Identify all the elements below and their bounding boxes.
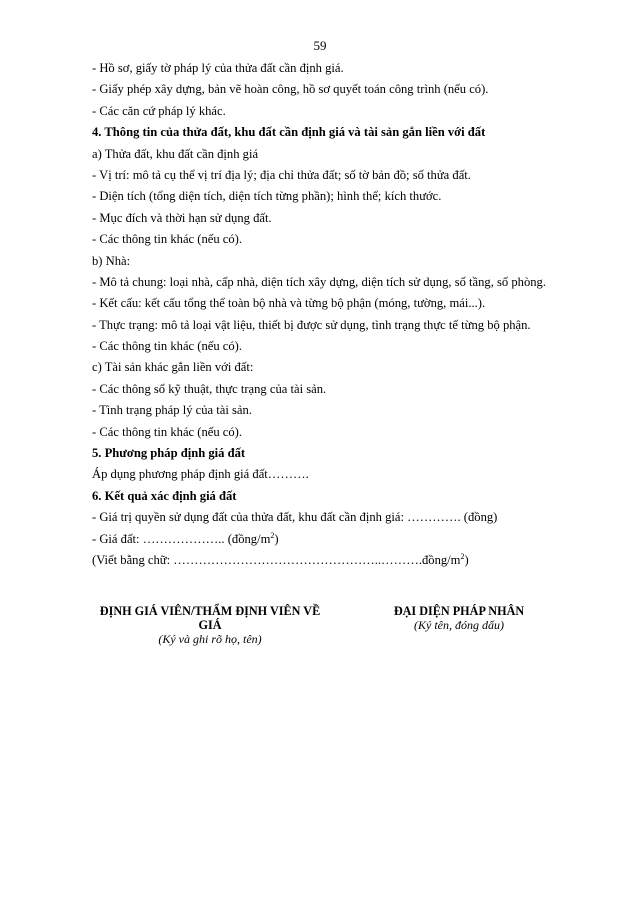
legal-representative-note: (Ký tên, đóng dấu) <box>414 618 504 632</box>
subsection-a-land: a) Thửa đất, khu đất cần định giá <box>92 146 259 161</box>
list-item-other-info-house: - Các thông tin khác (nếu có). <box>92 339 243 354</box>
list-item-land-legal-docs: - Hồ sơ, giấy tờ pháp lý của thửa đất cần định giá. <box>92 61 344 75</box>
subsection-c-other-assets: c) Tài sản khác gắn liền với đất: <box>92 360 254 375</box>
price-in-words-close: ) <box>464 552 469 567</box>
price-in-words-line <box>92 550 592 571</box>
legal-representative-title: ĐẠI DIỆN PHÁP NHÂN <box>393 604 525 618</box>
list-item-building-permit: - Giấy phép xây dựng, bản vẽ hoàn công, hồ sơ quyết toán công trình (nếu có). <box>92 82 489 97</box>
land-use-right-value: - Giá trị quyền sử dụng đất của thửa đất, khu đất cần định giá: …………. (đồng) <box>92 510 498 525</box>
section-heading-6: 6. Kết quả xác định giá đất <box>92 488 237 503</box>
list-item-other-info-land: - Các thông tin khác (nếu có). <box>92 232 243 247</box>
land-price-text: - Giá đất: ……………….. (đồng/m <box>92 531 271 546</box>
section-heading-5: 5. Phương pháp định giá đất <box>92 446 246 461</box>
signature-valuer <box>80 604 340 647</box>
page-number: 59 <box>313 38 327 53</box>
list-item-structure: - Kết cấu: kết cấu tổng thể toàn bộ nhà và từng bộ phận (móng, tường, mái...). <box>92 296 486 311</box>
price-in-words-superscript: 2 <box>460 551 465 561</box>
list-item-current-condition: - Thực trạng: mô tả loại vật liệu, thiết bị được sử dụng, tình trạng thực tế từng bộ phận. <box>92 317 531 332</box>
valuer-title-line1: ĐỊNH GIÁ VIÊN/THẨM ĐỊNH VIÊN VỀ <box>99 604 321 618</box>
section-heading-4: 4. Thông tin của thửa đất, khu đất cần định giá và tài sản gắn liền với đất <box>92 125 486 140</box>
document-body <box>92 58 592 571</box>
price-in-words-text: (Viết bằng chữ: …………………………………………..……….đồng/m <box>92 552 461 567</box>
list-item-other-legal-bases: - Các căn cứ pháp lý khác. <box>92 103 226 118</box>
valuer-title-line2: GIÁ <box>198 618 222 632</box>
list-item-location: - Vị trí: mô tả cụ thể vị trí địa lý; địa chỉ thửa đất; số tờ bản đồ; số thửa đất. <box>92 167 471 182</box>
list-item-other-info-assets: - Các thông tin khác (nếu có). <box>92 424 243 439</box>
list-item-area: - Diện tích (tổng diện tích, diện tích từng phần); hình thể; kích thước. <box>92 189 442 204</box>
list-item-general-description: - Mô tả chung: loại nhà, cấp nhà, diện tích xây dựng, diện tích sử dụng, số tầng, số phòng. <box>92 274 547 289</box>
valuer-signature-note: (Ký và ghi rõ họ, tên) <box>158 632 262 646</box>
signature-legal-representative <box>364 604 554 633</box>
land-price-close: ) <box>274 531 279 546</box>
land-price-line <box>92 529 592 550</box>
land-price-superscript: 2 <box>270 530 275 540</box>
signature-block <box>0 604 640 664</box>
subsection-b-house: b) Nhà: <box>92 253 131 268</box>
valuation-method-text: Áp dụng phương pháp định giá đất………. <box>92 467 309 482</box>
list-item-land-use-purpose: - Mục đích và thời hạn sử dụng đất. <box>92 210 272 225</box>
list-item-technical-specs: - Các thông số kỹ thuật, thực trạng của tài sản. <box>92 381 327 396</box>
list-item-asset-legal-status: - Tình trạng pháp lý của tài sản. <box>92 403 252 418</box>
